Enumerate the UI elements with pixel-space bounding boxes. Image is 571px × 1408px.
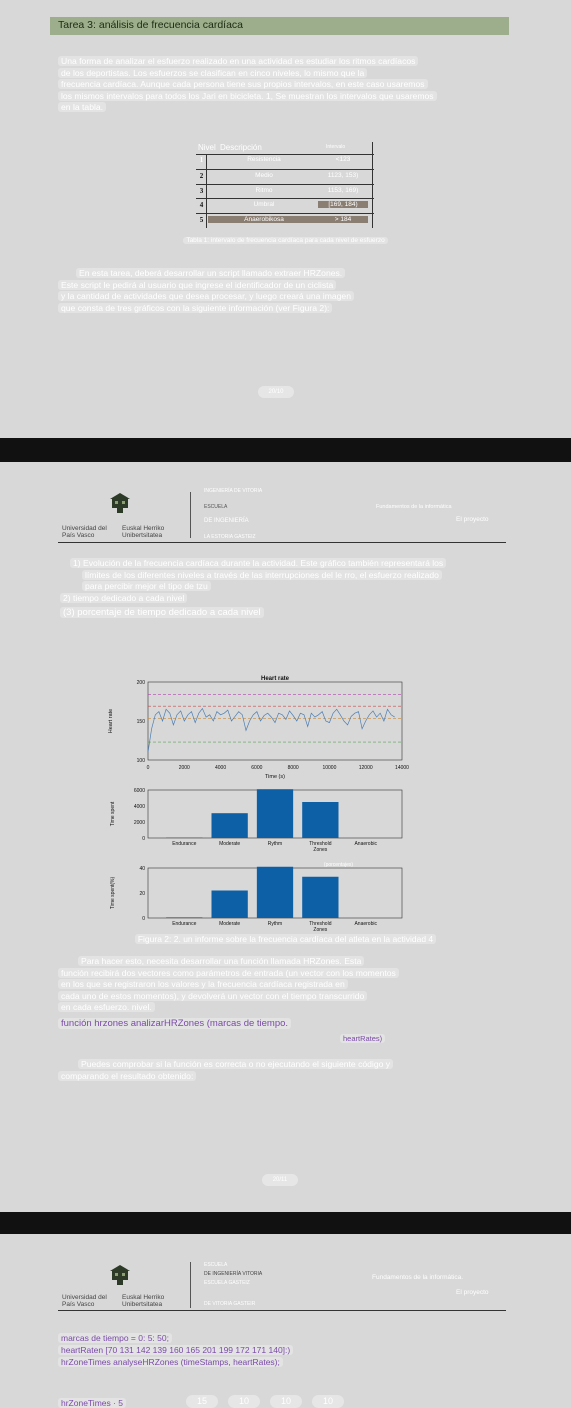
y-tick-label: 100 <box>136 758 145 764</box>
body-line: función recibirá dos vectores como parámetros de entrada (un vector con los momentos <box>58 968 399 978</box>
course-name: Fundamentos de la informática. <box>372 1274 464 1281</box>
table-row <box>196 154 374 168</box>
x-tick-label: Endurance <box>172 841 197 847</box>
list-item: para percibir mejor el tipo de tzu <box>82 581 211 591</box>
x-tick-label: 2000 <box>178 765 190 771</box>
x-tick-label: Anaerobic <box>354 841 377 847</box>
table-cell-level: 1 <box>199 156 204 164</box>
intro-line: en la tabla. <box>58 102 106 112</box>
page-gap <box>0 1212 571 1234</box>
result-value: 10 <box>228 1395 260 1408</box>
body-line: Este script le pedirá al usuario que ingrese el identificador de un ciclista <box>58 280 336 290</box>
list-item: (3) porcentaje de tiempo dedicado a cada nivel <box>60 607 264 618</box>
x-axis-label: Time (s) <box>265 774 285 780</box>
table-header-description: Descripción <box>220 143 262 152</box>
bar <box>212 813 248 838</box>
course-name: Fundamentos de la informática <box>376 504 452 510</box>
header-rule <box>58 542 506 543</box>
school-name-1: INGENIERÍA DE VITORIA <box>204 488 263 494</box>
school-name-4: LA ESTORIA GASTEIZ <box>204 534 256 540</box>
table-cell-interval: [169, 184) <box>318 201 368 208</box>
table-cell-interval: <123 <box>335 156 351 163</box>
table-cell-description: Anaerobikosa <box>208 216 320 223</box>
x-tick-label: 6000 <box>251 765 263 771</box>
intro-paragraph <box>58 56 437 114</box>
university-logo-icon <box>108 1262 132 1286</box>
list-item: límites de los diferentes niveles a través de las interrupciones del le rro, el esfuerzo realizado <box>82 570 442 580</box>
intervals-table <box>196 142 374 228</box>
y-axis-label: Heart rate <box>108 708 114 734</box>
document-page-2 <box>0 462 571 1212</box>
intro-line: Una forma de analizar el esfuerzo realizado en una actividad es estudiar los ritmos cardíacos <box>58 56 418 66</box>
table-row <box>196 213 374 228</box>
intro-line: frecuencia cardíaca. Aunque cada persona tiene sus propios intervalos, en este caso usaremos <box>58 79 428 89</box>
code-line: hrZoneTimes analyseHRZones (timeStamps, heartRates); <box>58 1357 283 1367</box>
body-line: cada uno de estos momentos), y devolverá un vector con el tiempo transcurrido <box>58 991 367 1001</box>
x-tick-label: Rythm <box>267 841 283 847</box>
x-tick-label: Anaerobic <box>354 921 377 927</box>
result-value: 15 <box>186 1395 218 1408</box>
header-divider <box>190 492 191 538</box>
university-name-es: Universidad del País Vasco <box>62 525 107 539</box>
university-logo <box>108 490 132 514</box>
header-rule <box>58 1310 506 1311</box>
function-signature-line-2: heartRates) <box>340 1034 385 1043</box>
intro-line: los mismos intervalos para todos los Jari en bicicleta. 1, Se muestran los intervalos que usaremos <box>58 91 437 101</box>
list-item: 2) tiempo dedicado a cada nivel <box>60 593 187 603</box>
result-value: 10 <box>312 1395 344 1408</box>
x-tick-label: Threshold <box>309 921 332 927</box>
table-cell-interval: 1123, 153) <box>327 171 359 179</box>
bar <box>166 917 202 918</box>
x-axis-label: Zones <box>313 927 328 933</box>
university-name-es: Universidad del País Vasco <box>62 1294 107 1308</box>
figure-items-list <box>58 558 446 619</box>
university-name-eu: Euskal Herriko Unibertsitatea <box>122 1294 165 1308</box>
bar <box>302 877 338 918</box>
university-logo <box>108 1262 132 1286</box>
table-cell-description: Medio <box>255 171 273 179</box>
school-name-3: DE INGENIERÍA <box>204 518 249 524</box>
table-header-interval: Intervalo <box>326 144 346 150</box>
x-tick-label: Rythm <box>267 921 283 927</box>
table-cell-level: 5 <box>199 216 204 225</box>
y-axis-label: Time spent <box>110 801 116 827</box>
section-name: El proyecto <box>456 516 489 523</box>
school-name-2: ESCUELA <box>204 504 228 510</box>
code-line: marcas de tiempo = 0: 5: 50; <box>58 1333 172 1343</box>
page-number: 20/10 <box>258 386 294 398</box>
y-tick-label: 20 <box>139 891 145 897</box>
bar <box>257 789 293 838</box>
body-line: Para hacer esto, necesita desarrollar una función llamada HRZones. Esta <box>78 956 364 966</box>
figure-caption: Figura 2: 2. un informe sobre la frecuencia cardíaca del atleta en la actividad 4 <box>0 934 571 944</box>
bar <box>302 802 338 838</box>
body-line: En esta tarea, deberá desarrollar un script llamado extraer HRZones. <box>76 268 345 278</box>
table-caption: Tabla 1: intervalo de frecuencia cardíaca para cada nivel de esfuerzo <box>0 237 571 244</box>
y-tick-label: 200 <box>136 680 145 686</box>
function-description <box>58 956 399 1014</box>
heart-rate-line-chart <box>108 676 409 780</box>
x-tick-label: Endurance <box>172 921 197 927</box>
document-page-3 <box>0 1234 571 1408</box>
function-signature-line-1: función hrzones analizarHRZones (marcas de tiempo. <box>58 1018 291 1029</box>
x-tick-label: 4000 <box>215 765 227 771</box>
body-line: y la cantidad de actividades que desea procesar, y luego creará una imagen <box>58 291 354 301</box>
time-spent-bar-chart <box>110 788 402 853</box>
page-number: 20/11 <box>262 1174 298 1186</box>
chart-annotation: (porcentajes) <box>323 862 354 868</box>
result-values <box>186 1395 506 1408</box>
body-line: que consta de tres gráficos con la siguiente información (ver Figura 2): <box>58 303 332 313</box>
university-name-eu: Euskal Herriko Unibertsitatea <box>122 525 165 539</box>
y-tick-label: 150 <box>136 719 145 725</box>
table-cell-level: 3 <box>199 186 204 195</box>
x-axis-label: Zones <box>313 847 328 853</box>
result-value: 10 <box>270 1395 302 1408</box>
table-cell-interval: > 184 <box>318 216 368 223</box>
y-tick-label: 40 <box>139 866 145 872</box>
table-header-level: Nivel <box>198 143 216 152</box>
task-title: Tarea 3: análisis de frecuencia cardíaca <box>50 17 509 35</box>
check-text-line-1: Puedes comprobar si la función es correcta o no ejecutando el siguiente código y <box>78 1059 393 1071</box>
y-tick-label: 6000 <box>133 788 145 794</box>
x-tick-label: Moderate <box>219 841 241 847</box>
section-name: El proyecto <box>456 1289 489 1296</box>
table-row <box>196 169 374 184</box>
document-page-1 <box>0 0 571 438</box>
table-cell-description: Umbral <box>253 201 275 209</box>
x-tick-label: 0 <box>146 765 150 771</box>
school-name-1: ESCUELA <box>204 1262 228 1268</box>
table-cell-interval: 1153, 169) <box>327 186 359 194</box>
y-tick-label: 4000 <box>133 804 145 810</box>
page-gap <box>0 438 571 462</box>
x-tick-label: 10000 <box>322 765 337 771</box>
x-tick-label: 12000 <box>358 765 373 771</box>
y-axis-label: Time spent(%) <box>110 876 116 910</box>
body-paragraph <box>58 268 354 314</box>
chart-title: Heart rate <box>260 676 290 682</box>
table-cell-level: 2 <box>199 171 204 180</box>
heart-rate-figure <box>100 672 420 940</box>
plot-frame <box>148 682 402 760</box>
bar <box>257 867 293 918</box>
school-name-2: DE INGENIERÍA VITORIA <box>204 1271 263 1277</box>
table-row <box>196 198 374 213</box>
school-name-4: DE VITORIA GASTEIR <box>204 1301 256 1307</box>
percent-time-bar-chart <box>110 862 402 933</box>
table-row <box>196 184 374 199</box>
header-divider <box>190 1262 191 1308</box>
y-tick-label: 2000 <box>133 820 145 826</box>
x-tick-label: 14000 <box>395 765 409 771</box>
body-line: en cada esfuerzo. nivel. <box>58 1002 155 1012</box>
code-line: heartRaten [70 131 142 139 160 165 201 199 172 171 140]:) <box>58 1345 293 1355</box>
y-tick-label: 0 <box>142 836 145 842</box>
x-tick-label: Threshold <box>309 841 332 847</box>
x-tick-label: Moderate <box>219 921 241 927</box>
intro-line: de los deportistas. Los esfuerzos se clasifican en cinco niveles, lo mismo que la <box>58 68 367 78</box>
check-text-line-2: comparando el resultado obtenido: <box>58 1071 196 1083</box>
school-name-3: ESCUELA GASTEIZ <box>204 1280 250 1286</box>
x-tick-label: 8000 <box>287 765 299 771</box>
table-cell-description: Ritmo <box>255 186 273 194</box>
table-cell-level: 4 <box>199 201 204 210</box>
body-line: en los que se registraron los valores y la frecuencia cardíaca registrada en <box>58 979 348 989</box>
university-logo-icon <box>108 490 132 514</box>
code-block <box>58 1332 293 1368</box>
y-tick-label: 0 <box>142 916 145 922</box>
bar <box>212 891 248 919</box>
result-label: hrZoneTimes · 5 <box>58 1398 126 1408</box>
list-item: 1) Evolución de la frecuencia cardíaca durante la actividad. Este gráfico también representará los <box>70 558 446 568</box>
table-cell-description: Resistencia <box>247 156 281 163</box>
